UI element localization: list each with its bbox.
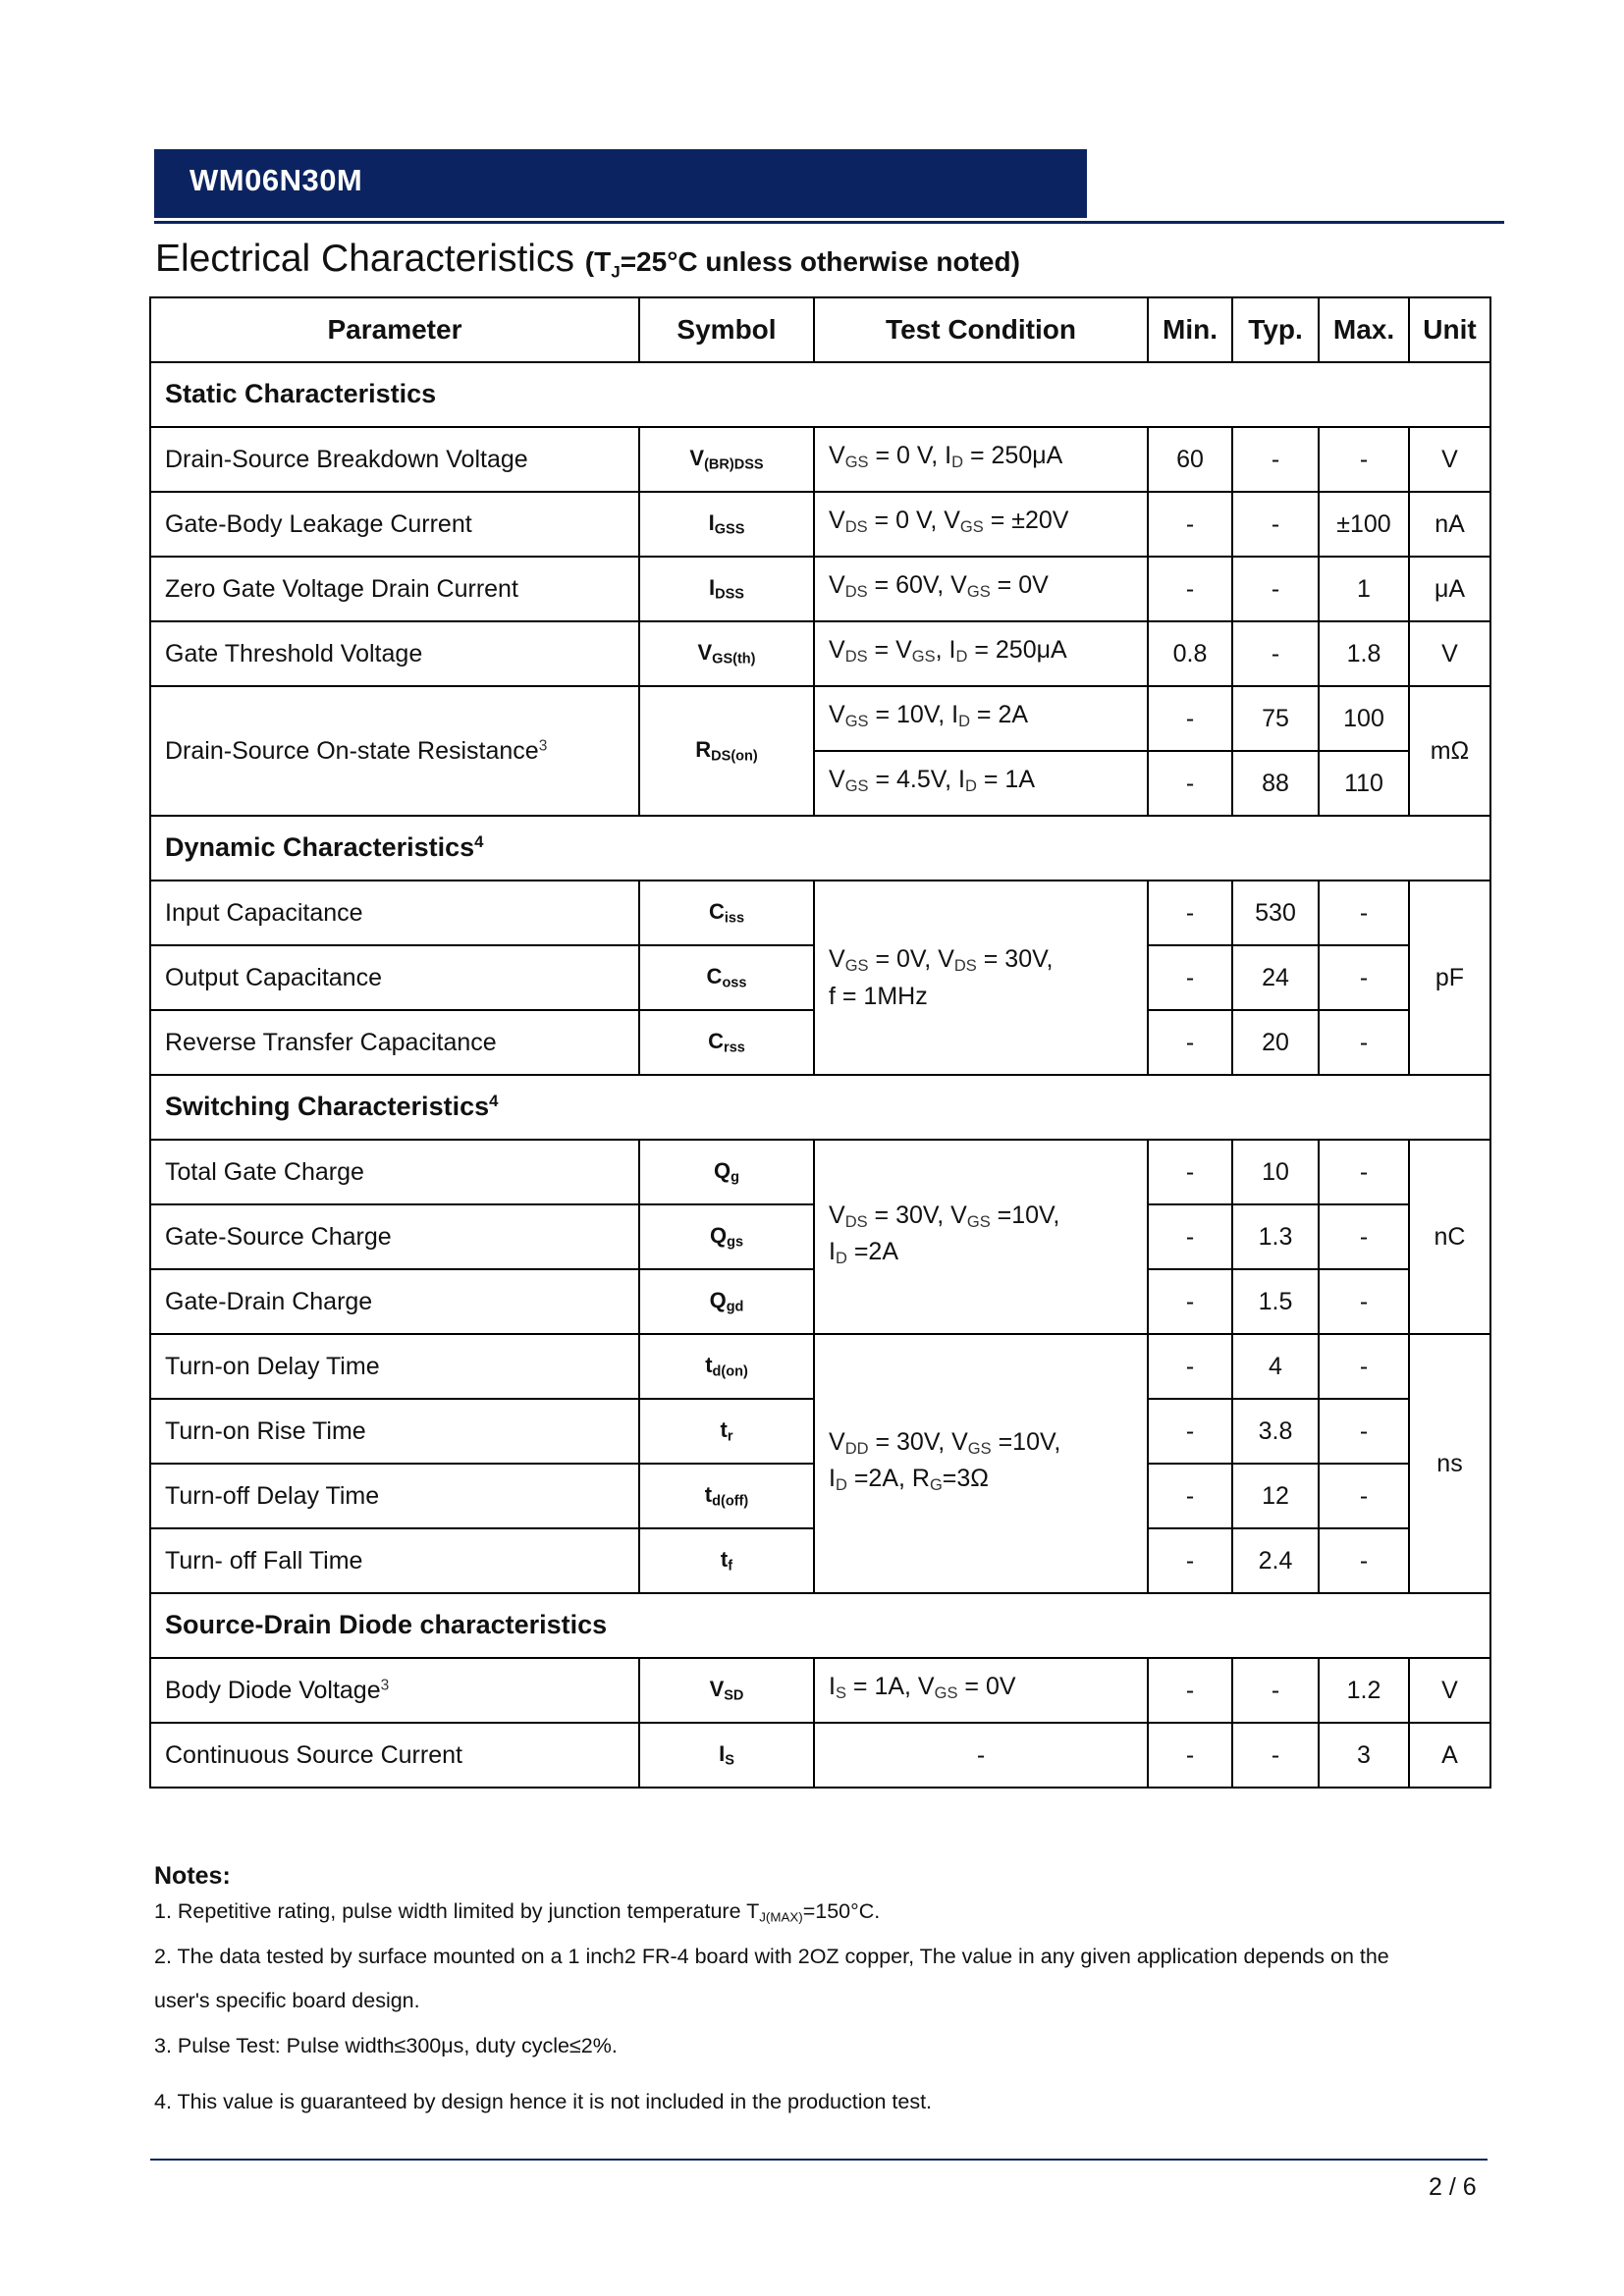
unit-cell: pF [1409, 881, 1490, 1075]
table-row [150, 881, 1490, 945]
parameter-cell: Turn-off Delay Time [150, 1464, 639, 1528]
min-cell: - [1148, 751, 1232, 816]
symbol-cell: Qg [639, 1140, 814, 1204]
condition-cell: VDS = 0 V, VGS = ±20V [814, 492, 1148, 557]
max-cell: 100 [1319, 686, 1409, 751]
parameter-cell: Gate-Body Leakage Current [150, 492, 639, 557]
min-cell: - [1148, 1010, 1232, 1075]
table-row [150, 1723, 1490, 1788]
column-header: Parameter [150, 297, 639, 362]
section-title: Switching Characteristics$^4$ [150, 1075, 1490, 1140]
max-cell: - [1319, 1269, 1409, 1334]
typ-cell: 24 [1232, 945, 1319, 1010]
symbol-cell: VGS(th) [639, 621, 814, 686]
table-row [150, 427, 1490, 492]
typ-cell: 3.8 [1232, 1399, 1319, 1464]
table-row [150, 1334, 1490, 1399]
heading-condition: ($T_J=25^\circ C$ unless otherwise noted) [584, 246, 1020, 282]
parameter-cell: Body Diode Voltage$^3$ [150, 1658, 639, 1723]
section-title: Static Characteristics [150, 362, 1490, 427]
max-cell: - [1319, 1010, 1409, 1075]
typ-cell: 2.4 [1232, 1528, 1319, 1593]
symbol-cell: IGSS [639, 492, 814, 557]
column-header: Symbol [639, 297, 814, 362]
condition-cell: VGS = 0 V, ID = 250μA [814, 427, 1148, 492]
typ-cell: 1.5 [1232, 1269, 1319, 1334]
symbol-cell: Qgd [639, 1269, 814, 1334]
symbol-cell: Crss [639, 1010, 814, 1075]
min-cell: - [1148, 1204, 1232, 1269]
header-rule [154, 221, 1504, 224]
max-cell: - [1319, 427, 1409, 492]
unit-cell: mΩ [1409, 686, 1490, 816]
unit-cell: nC [1409, 1140, 1490, 1334]
max-cell: ±100 [1319, 492, 1409, 557]
typ-cell: 4 [1232, 1334, 1319, 1399]
note-4: 4. This value is guaranteed by design hence it is not included in the production test. [154, 2090, 933, 2113]
notes-title: Notes: [154, 1862, 231, 1890]
unit-cell: V [1409, 621, 1490, 686]
typ-cell: 1.3 [1232, 1204, 1319, 1269]
typ-cell: 10 [1232, 1140, 1319, 1204]
max-cell: - [1319, 1399, 1409, 1464]
page-title [155, 238, 1020, 283]
table-row [150, 1140, 1490, 1204]
unit-cell: μA [1409, 557, 1490, 621]
parameter-cell: Turn- off Fall Time [150, 1528, 639, 1593]
min-cell: - [1148, 1399, 1232, 1464]
max-cell: 3 [1319, 1723, 1409, 1788]
note-3: 3. Pulse Test: Pulse width≤300μs, duty cycle≤2%. [154, 2034, 618, 2057]
max-cell: - [1319, 1140, 1409, 1204]
symbol-cell: VSD [639, 1658, 814, 1723]
max-cell: - [1319, 1464, 1409, 1528]
parameter-cell: Drain-Source Breakdown Voltage [150, 427, 639, 492]
min-cell: - [1148, 945, 1232, 1010]
typ-cell: 75 [1232, 686, 1319, 751]
part-number: WM06N30M [189, 163, 363, 197]
max-cell: - [1319, 881, 1409, 945]
heading-title: Electrical Characteristics [155, 238, 574, 280]
unit-cell: nA [1409, 492, 1490, 557]
section-title: Source-Drain Diode characteristics [150, 1593, 1490, 1658]
max-cell: 1.2 [1319, 1658, 1409, 1723]
typ-cell: - [1232, 1723, 1319, 1788]
parameter-cell: Reverse Transfer Capacitance [150, 1010, 639, 1075]
typ-cell: 530 [1232, 881, 1319, 945]
footer-rule [150, 2159, 1488, 2161]
column-header: Typ. [1232, 297, 1319, 362]
parameter-cell: Total Gate Charge [150, 1140, 639, 1204]
typ-cell: - [1232, 1658, 1319, 1723]
symbol-cell: Qgs [639, 1204, 814, 1269]
max-cell: - [1319, 945, 1409, 1010]
unit-cell: V [1409, 427, 1490, 492]
parameter-cell: Zero Gate Voltage Drain Current [150, 557, 639, 621]
symbol-cell: td(on) [639, 1334, 814, 1399]
electrical-characteristics-table [149, 296, 1491, 1789]
section-row [150, 362, 1490, 427]
unit-cell: ns [1409, 1334, 1490, 1593]
note-1: 1. Repetitive rating, pulse width limited by junction temperature TJ(MAX)=150°C. [154, 1899, 881, 1925]
max-cell: 1 [1319, 557, 1409, 621]
table-header-row [150, 297, 1490, 362]
typ-cell: - [1232, 492, 1319, 557]
unit-cell: V [1409, 1658, 1490, 1723]
column-header: Max. [1319, 297, 1409, 362]
table-row [150, 557, 1490, 621]
condition-cell: VGS = 0V, VDS = 30V, f = 1MHz [814, 881, 1148, 1075]
note-2-line-2: user's specific board design. [154, 1989, 420, 2012]
condition-cell: VGS = 10V, ID = 2A [814, 686, 1148, 751]
parameter-cell: Continuous Source Current [150, 1723, 639, 1788]
table-row [150, 621, 1490, 686]
typ-cell: - [1232, 557, 1319, 621]
table-row [150, 1658, 1490, 1723]
column-header: Unit [1409, 297, 1490, 362]
condition-cell: - [814, 1723, 1148, 1788]
symbol-cell: Ciss [639, 881, 814, 945]
parameter-cell: Input Capacitance [150, 881, 639, 945]
symbol-cell: RDS(on) [639, 686, 814, 816]
symbol-cell: Coss [639, 945, 814, 1010]
section-row [150, 1593, 1490, 1658]
section-row [150, 816, 1490, 881]
typ-cell: - [1232, 621, 1319, 686]
condition-cell: VDS = 30V, VGS =10V, ID =2A [814, 1140, 1148, 1334]
section-title: Dynamic Characteristics$^4$ [150, 816, 1490, 881]
typ-cell: - [1232, 427, 1319, 492]
max-cell: 110 [1319, 751, 1409, 816]
typ-cell: 20 [1232, 1010, 1319, 1075]
symbol-cell: IDSS [639, 557, 814, 621]
condition-cell: VDS = 60V, VGS = 0V [814, 557, 1148, 621]
min-cell: - [1148, 1528, 1232, 1593]
condition-cell: IS = 1A, VGS = 0V [814, 1658, 1148, 1723]
max-cell: - [1319, 1334, 1409, 1399]
typ-cell: 88 [1232, 751, 1319, 816]
symbol-cell: V(BR)DSS [639, 427, 814, 492]
column-header: Test Condition [814, 297, 1148, 362]
typ-cell: 12 [1232, 1464, 1319, 1528]
min-cell: - [1148, 1464, 1232, 1528]
condition-cell: VDS = VGS, ID = 250μA [814, 621, 1148, 686]
max-cell: - [1319, 1528, 1409, 1593]
min-cell: - [1148, 1723, 1232, 1788]
min-cell: 60 [1148, 427, 1232, 492]
min-cell: - [1148, 1334, 1232, 1399]
max-cell: 1.8 [1319, 621, 1409, 686]
min-cell: - [1148, 881, 1232, 945]
section-row [150, 1075, 1490, 1140]
parameter-cell: Gate-Drain Charge [150, 1269, 639, 1334]
condition-cell: VGS = 4.5V, ID = 1A [814, 751, 1148, 816]
page-number: 2 / 6 [1429, 2173, 1477, 2201]
parameter-cell: Turn-on Rise Time [150, 1399, 639, 1464]
parameter-cell: Output Capacitance [150, 945, 639, 1010]
min-cell: - [1148, 557, 1232, 621]
parameter-cell: Drain-Source On-state Resistance$^3$ [150, 686, 639, 816]
unit-cell: A [1409, 1723, 1490, 1788]
min-cell: - [1148, 1658, 1232, 1723]
table-row [150, 492, 1490, 557]
min-cell: - [1148, 686, 1232, 751]
column-header: Min. [1148, 297, 1232, 362]
min-cell: - [1148, 1140, 1232, 1204]
min-cell: - [1148, 492, 1232, 557]
parameter-cell: Gate-Source Charge [150, 1204, 639, 1269]
parameter-cell: Turn-on Delay Time [150, 1334, 639, 1399]
symbol-cell: td(off) [639, 1464, 814, 1528]
symbol-cell: tf [639, 1528, 814, 1593]
symbol-cell: tr [639, 1399, 814, 1464]
parameter-cell: Gate Threshold Voltage [150, 621, 639, 686]
min-cell: 0.8 [1148, 621, 1232, 686]
max-cell: - [1319, 1204, 1409, 1269]
condition-cell: VDD = 30V, VGS =10V, ID =2A, RG=3Ω [814, 1334, 1148, 1593]
min-cell: - [1148, 1269, 1232, 1334]
table-row [150, 686, 1490, 751]
symbol-cell: IS [639, 1723, 814, 1788]
note-2-line-1: 2. The data tested by surface mounted on a 1 inch2 FR-4 board with 2OZ copper, The value in any given application depends on the [154, 1945, 1389, 1968]
